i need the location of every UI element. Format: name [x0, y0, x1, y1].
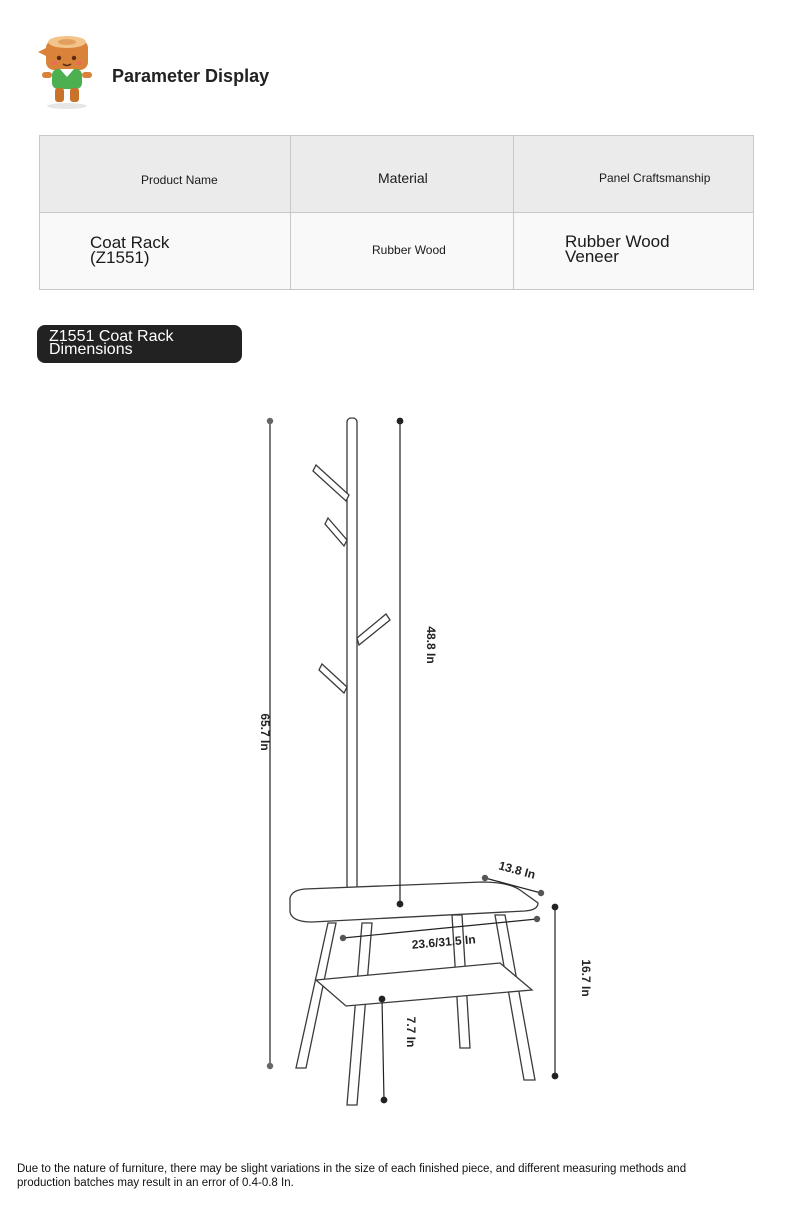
width-label: 23.6/31.5 In — [411, 932, 477, 952]
product-name-line: Coat Rack — [90, 233, 170, 252]
header-label: Material — [378, 170, 428, 186]
header-cell-material — [291, 136, 514, 213]
value-cell-product-name — [40, 213, 291, 290]
parameter-table — [39, 135, 754, 290]
badge-line: Z1551 Coat Rack — [49, 328, 174, 345]
page-title: Parameter Display — [112, 66, 270, 86]
total-height-label: 65.7 In — [258, 713, 272, 751]
section-badge — [37, 325, 242, 363]
depth-label: 13.8 In — [497, 858, 537, 882]
table-header-row — [40, 136, 754, 213]
material-value: Rubber Wood — [372, 243, 446, 257]
coat-rack-dimension-diagram — [0, 400, 790, 1120]
table-row — [40, 213, 754, 290]
value-cell-panel-craftsmanship — [514, 213, 754, 290]
panel-line: Rubber Wood — [565, 232, 670, 251]
product-name-value — [90, 235, 169, 265]
badge-line: Dimensions — [49, 341, 133, 358]
footnote-line: Due to the nature of furniture, there may be slight variations in the size of each finished piece, and different measuring methods and — [17, 1163, 687, 1175]
header-cell-product-name — [40, 136, 291, 213]
shelf-height-label: 7.7 In — [404, 1016, 418, 1048]
footnote-line: production batches may result in an error of 0.4-0.8 In. — [17, 1177, 294, 1189]
header-label: Panel Craftsmanship — [599, 171, 711, 185]
measurement-disclaimer — [17, 1162, 757, 1190]
panel-craftsmanship-value — [565, 234, 670, 264]
panel-line: Veneer — [565, 247, 619, 266]
section-badge-text — [49, 330, 174, 356]
bench-height-label: 16.7 In — [579, 959, 593, 997]
value-cell-material — [291, 213, 514, 290]
product-code-line: (Z1551) — [90, 248, 150, 267]
header-label: Product Name — [141, 173, 218, 187]
pole-height-label: 48.8 In — [424, 626, 438, 664]
header-cell-panel-craftsmanship — [514, 136, 754, 213]
coat-rack-drawing — [290, 418, 538, 1105]
tree-stump-mascot-icon — [36, 34, 98, 110]
